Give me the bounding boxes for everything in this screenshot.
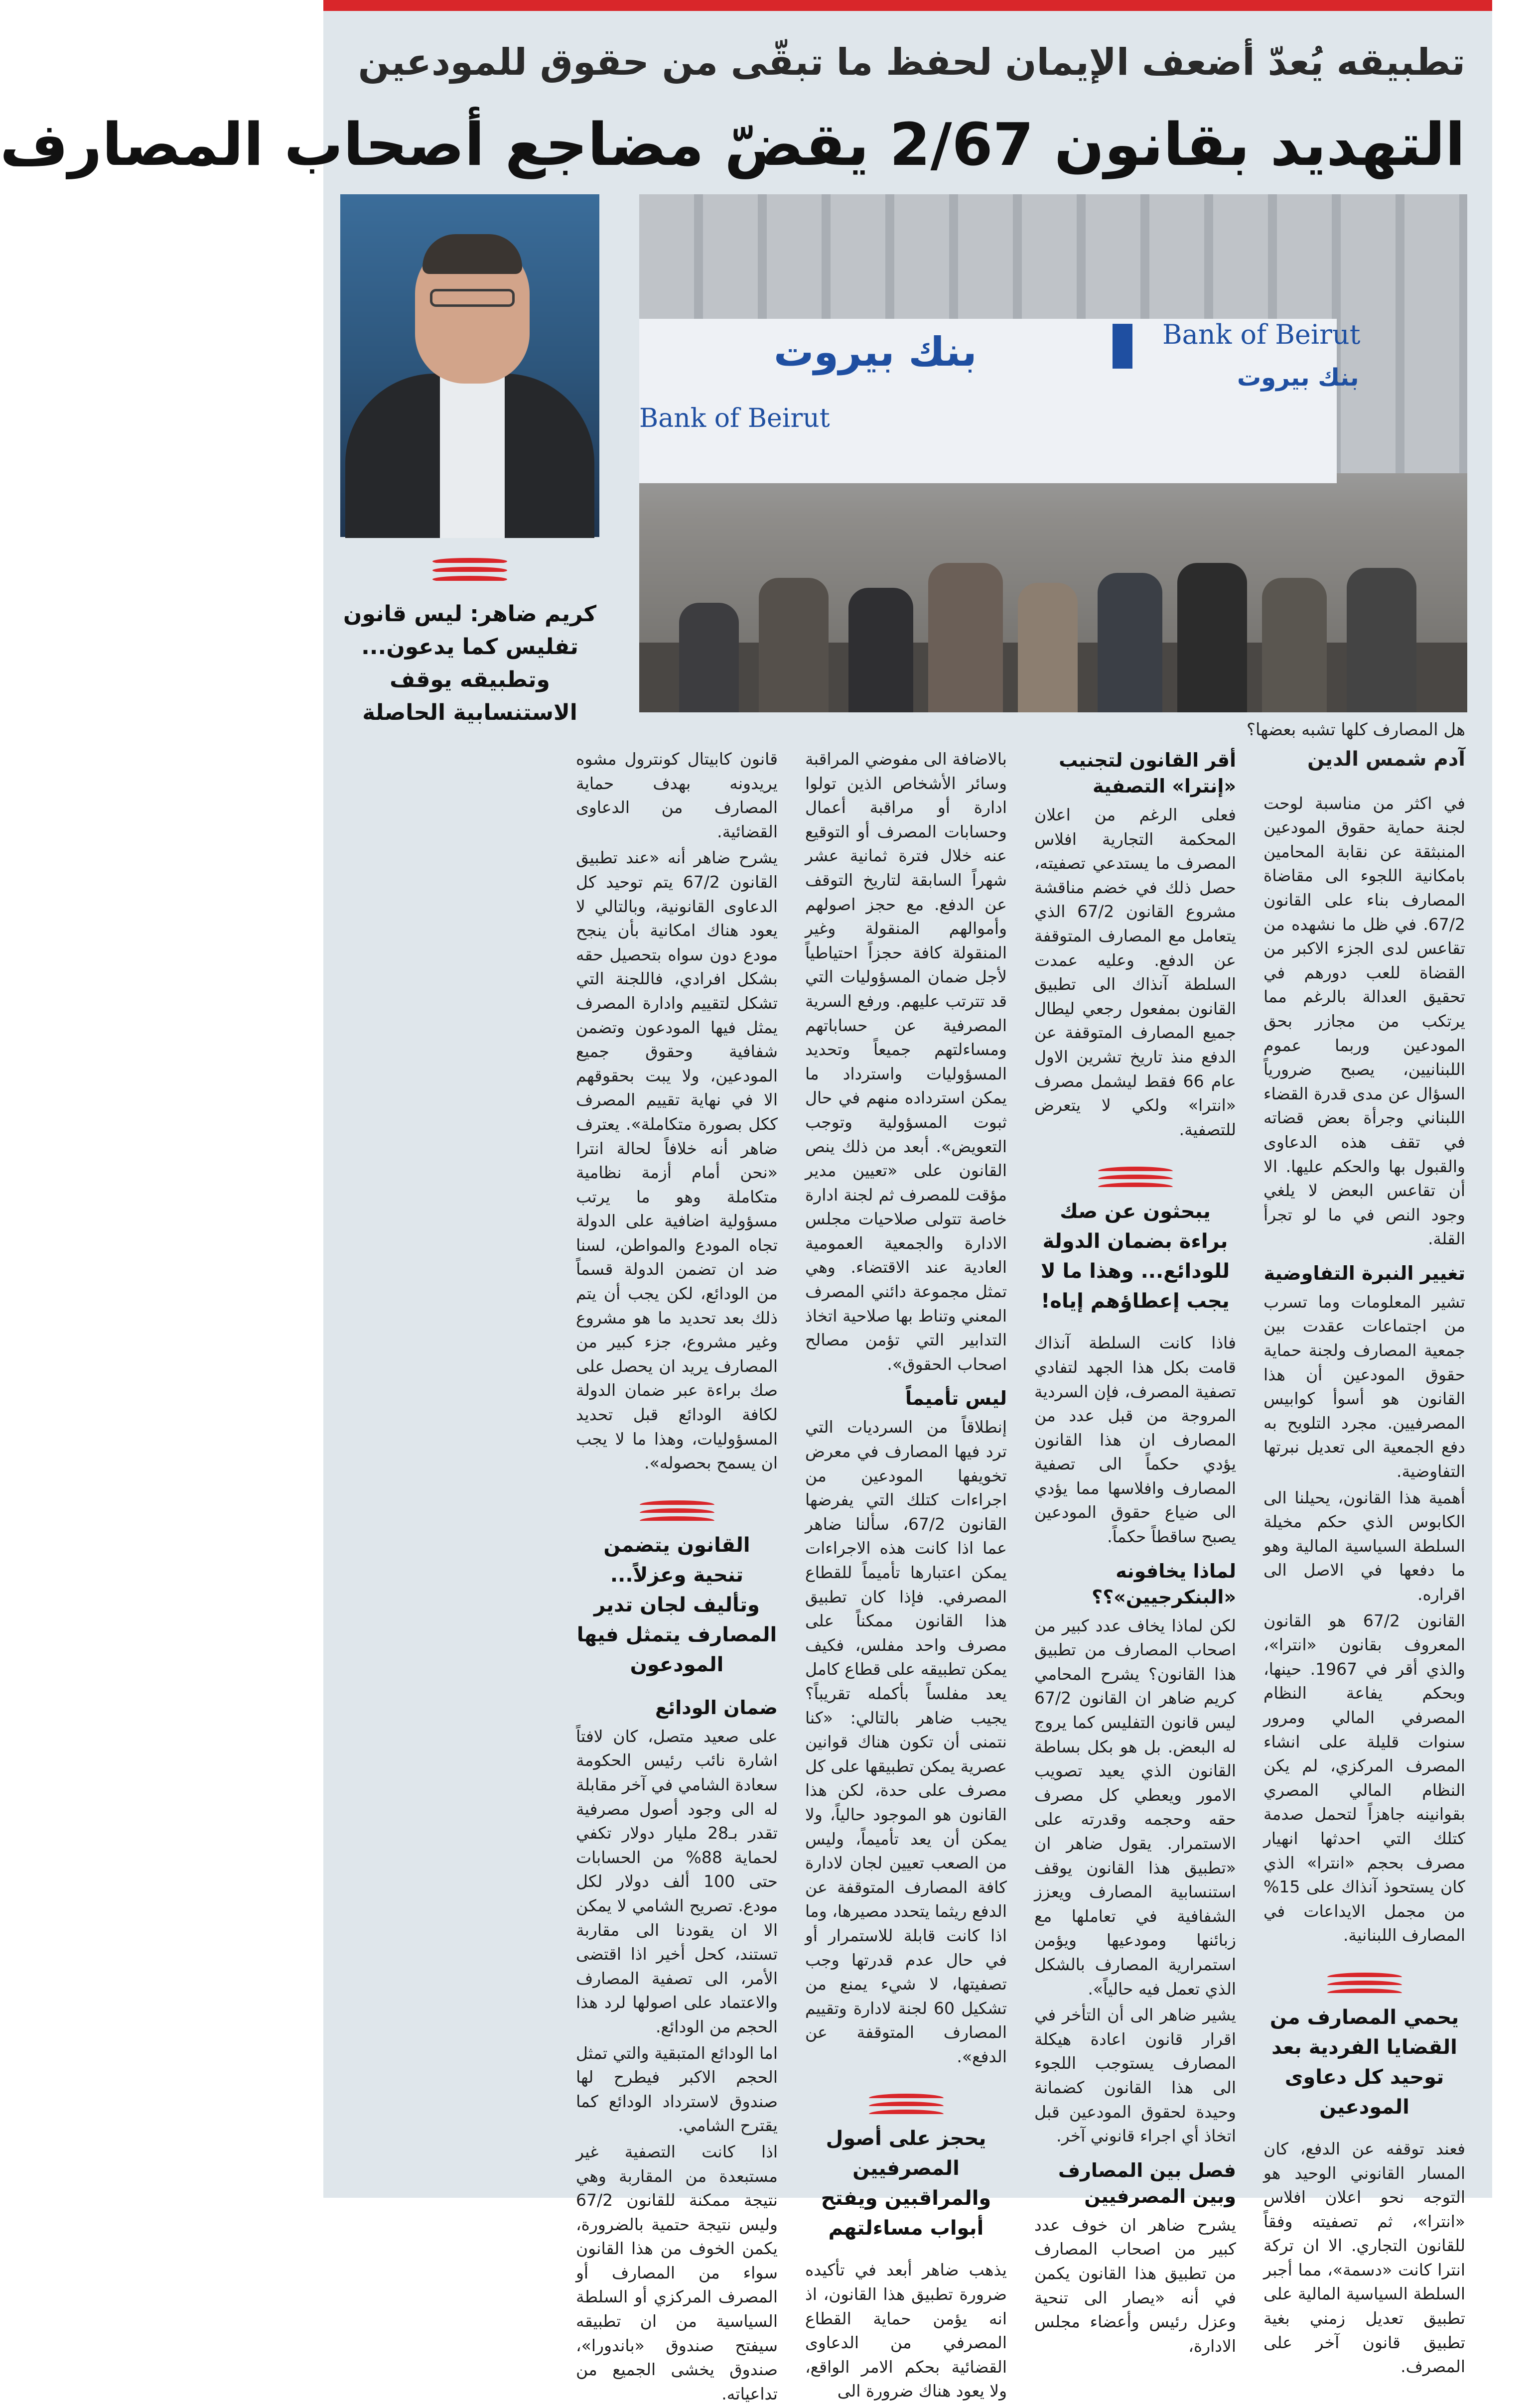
- side-pull-quote: كريم ضاهر: ليس قانون تفليس كما يدعون... وتطبيقه يوقف الاستنسابية الحاصلة: [343, 601, 597, 725]
- paragraph: اذا كانت التصفية غير مستبعدة من المقاربة وهي نتيجة ممكنة للقانون 67/2 وليس نتيجة حتمية بالضرورة، يكمن الخوف من هذا القانون سواء من المصارف أو المصرف المركزي أو السلطة السياسية من ان تطبيقه سيفتح صندوق «باندورا»، صندوق يخشى الجميع من تداعياته.: [576, 2141, 778, 2404]
- quote-mark-icon: [640, 1500, 714, 1525]
- karim-daher-portrait: [340, 194, 599, 537]
- portrait-shirt: [440, 374, 505, 538]
- pull-quote-text: القانون يتضمن تنحية وعزلاً... وتأليف لجان تدير المصارف يتمثل فيها المودعون: [576, 1533, 777, 1676]
- byline: آدم شمس الدين: [1307, 748, 1465, 771]
- column-3: [805, 747, 1007, 2406]
- paragraph: تشير المعلومات وما تسرب من اجتماعات عقدت بين جمعية المصارف ولجنة حماية حقوق المودعين أن هذا القانون هو أسوأ كوابيس المصرفيين. مجرد التلويح به دفع الجمعية الى تعديل نبرتها التفاوضية.: [1263, 1292, 1465, 1481]
- paragraph: قانون كابيتال كونترول مشوه يريدونه بهدف حماية المصارف من الدعاوى القضائية.: [576, 749, 778, 841]
- column-4: [576, 747, 778, 2408]
- column-2: [1034, 747, 1236, 2360]
- paragraph: اما الودائع المتبقية والتي تمثل الحجم الاكبر فيطرح لها صندوق لاسترداد الودائع كما يقترح الشامي.: [576, 2043, 778, 2136]
- pull-quote: [805, 2104, 1007, 2243]
- paragraph: بالاضافة الى مفوضي المراقبة وسائر الأشخاص الذين تولوا ادارة أو مراقبة أعمال وحسابات المصرف أو التوقيع عنه خلال فترة ثمانية عشر شهراً السابقة لتاريخ التوقف عن الدفع. مع حجز اصولهم وأموالهم المنقولة وغير المنقولة كافة حجزاً احتياطياً لأجل ضمان المسؤوليات التي قد تترتب عليهم. ورفع السرية المصرفية عن حساباتهم ومساءلتهم جميعاً وتحديد المسؤوليات واسترداد ما يمكن استرداده منهم في حال ثبوت المسؤولية وتوجب التعويض». أبعد من ذلك ينص القانون على «تعيين مدير مؤقت للمصرف ثم لجنة ادارة خاصة تتولى صلاحيات مجلس الادارة والجمعية العمومية العادية عند الاقتضاء. وهي تمثل مجموعة دائني المصرف المعني وتناط بها صلاحية اتخاذ التدابير التي تؤمن مصالح اصحاب الحقوق».: [805, 749, 1007, 1374]
- pull-quote-text: يحمي المصارف من القضايا الفردية بعد توحيد كل دعاوى المودعين: [1269, 2006, 1459, 2119]
- portrait-hair: [422, 234, 522, 274]
- bank-sign-arabic-corner: بنك بيروت: [1237, 364, 1359, 392]
- subheading: أقر القانون لتجنيب «إنترا» التصفية: [1059, 749, 1236, 797]
- protester-figure: [1018, 583, 1078, 712]
- quote-mark-icon: [1098, 1167, 1173, 1192]
- protester-figure: [1262, 578, 1327, 712]
- paragraph: في اكثر من مناسبة لوحت لجنة حماية حقوق المودعين المنبثقة عن نقابة المحامين بامكانية اللجوء الى مقاضاة المصارف بناء على القانون 67/2. في ظل ما نشهده من تقاعس لدى الجزء الاكبر من القضاة للعب دورهم في تحقيق العدالة بالرغم مما يرتكب من مجازر بحق المودعين وربما عموم اللبنانيين، يصبح ضرورياً السؤال عن مدى قدرة القضاء اللبناني وجرأة بعض قضاته في تقف هذه الدعاوى والقبول بها والحكم عليها. الا أن تقاعس البعض لا يلغي وجود النص في ما لو تجرأ القلة.: [1263, 793, 1465, 1249]
- subheading: ضمان الودائع: [655, 1696, 778, 1719]
- subheading: لماذا يخافونه «البنكرجيين»؟؟: [1092, 1560, 1236, 1608]
- protester-figure: [928, 563, 1003, 712]
- headline: التهديد بقانون 2/67 يقضّ مضاجع أصحاب المصارف: [0, 110, 1465, 179]
- protester-figure: [679, 603, 739, 712]
- subheading: ليس تأميماً: [905, 1387, 1007, 1410]
- protester-figure: [848, 588, 913, 712]
- protester-figure: [1098, 573, 1162, 712]
- paragraph: القانون 67/2 هو القانون المعروف بقانون «انترا»، والذي أقر في 1967. حينها، وبحكم يفاعة النظام المصرفي المالي ومرور سنوات قليلة على انشاء المصرف المركزي، لم يكن النظام المالي المصري بقوانينه جاهزاً لتحمل صدمة كتلك التي احدثها انهيار مصرف بحجم «انترا» الذي كان يستحوذ آنذاك على 15% من مجمل الايداعات في المصارف اللبنانية.: [1263, 1610, 1465, 1945]
- paragraph: لكن لماذا يخاف عدد كبير من اصحاب المصارف من تطبيق هذا القانون؟ يشرح المحامي كريم ضاهر ان القانون 67/2 ليس قانون التفليس كما يروج له البعض. بل هو بكل بساطة القانون الذي يعيد تصويب الامور ويعطي كل مصرف حقه وحجمه وقدرته على الاستمرار. يقول ضاهر ان «تطبيق هذا القانون يوقف استنسابية المصارف ويعزز الشفافية في تعاملها مع زبائنها ومودعيها ويؤمن استمرارية المصارف بالشكل الذي تعمل فيه حالياً».: [1034, 1615, 1236, 1999]
- kicker: تطبيقه يُعدّ أضعف الإيمان لحفظ ما تبقّى من حقوق للمودعين: [358, 41, 1465, 84]
- paragraph: فعند توقفه عن الدفع، كان المسار القانوني الوحيد هو التوجه نحو اعلان افلاس «انترا»، ثم تصفيته وفقاً للقانون التجاري. الا ان تركة انترا كانت «دسمة»، مما أجبر السلطة السياسية المالية على تطبيق تعديل زمني بغية تطبيق قانون آخر على المصرف.: [1263, 2139, 1465, 2377]
- paragraph: يذهب ضاهر أبعد في تأكيده ضرورة تطبيق هذا القانون، اذ انه يؤمن حماية القطاع المصرفي من الدعاوى القضائية بحكم الامر الواقع، ولا يعود هناك ضرورة الى: [805, 2260, 1007, 2401]
- paragraph: يشرح ضاهر أنه «عند تطبيق القانون 67/2 يتم توحيد كل الدعاوى القانونية، وبالتالي لا يعود هناك امكانية بأن ينجح مودع دون سواه بتحصيل حقه بشكل افرادي، فاللجنة التي تشكل لتقييم وادارة المصرف يمثل فيها المودعون وتضمن شفافية وحقوق جميع المودعين، ولا يبت بحقوقهم الا في نهاية تقييم المصرف ككل بصورة متكاملة». يعترف ضاهر أنه خلافاً لحالة انترا «نحن أمام أزمة نظامية متكاملة وهو ما يرتب مسؤولية اضافية على الدولة تجاه المودع والمواطن، لسنا ضد ان تضمن الدولة قسماً من الودائع، لكن يجب أن يتم ذلك بعد تحديد ما هو مشروع وغير مشروع، جزء كبير من المصارف يريد ان يحصل على صك براءة عبر ضمان الدولة لكافة الودائع قبل تحديد المسؤوليات، وهذا ما لا يجب ان يسمح بحصوله».: [576, 848, 778, 1473]
- subheading: فصل بين المصارف وبين المصرفيين: [1058, 2159, 1236, 2207]
- paragraph: يشير ضاهر الى أن التأخر في اقرار قانون اعادة هيكلة المصارف يستوجب اللجوء الى هذا القانون كضمانة وحيدة لحقوق المودعين قبل اتخاذ أي اجراء قانوني آخر.: [1034, 2005, 1236, 2146]
- quote-mark-icon: [869, 2094, 944, 2119]
- protester-figure: [759, 578, 829, 712]
- paragraph: إنطلاقاً من السرديات التي ترد فيها المصارف في معرض تخويفها المودعين من اجراءات كتلك التي يفرضها القانون 67/2، سألنا ضاهر عما اذا كانت هذه الاجراءات يمكن اعتبارها تأميماً للقطاع المصرفي. فإذا كان تطبيق هذا القانون ممكناً على مصرف واحد مفلس، فكيف يمكن تطبيقه على قطاع كامل يعد مفلساً بأكمله تقريباً؟ يجيب ضاهر بالتالي: «كنا نتمنى أن تكون هناك قوانين عصرية يمكن تطبيقها على كل مصرف على حدة، لكن هذا القانون هو الموجود حالياً، ولا يمكن أن يعد تأميماً، وليس من الصعب تعيين لجان لادارة كافة المصارف المتوقفة عن الدفع ريثما يتحدد مصيرها، وما اذا كانت قابلة للاستمرار أو في حال عدم قدرتها وجب تصفيتها، لا شيء يمنع من تشكيل 60 لجنة لادارة وتقييم المصارف المتوقفة عن الدفع».: [805, 1417, 1007, 2066]
- protester-figure: [1177, 563, 1247, 712]
- subheading: تغيير النبرة التفاوضية: [1263, 1262, 1465, 1284]
- paragraph: فعلى الرغم من اعلان المحكمة التجارية افلاس المصرف ما يستدعي تصفيته، حصل ذلك في خضم مناقشة مشروع القانون 67/2 الذي يتعامل مع المصارف المتوقفة عن الدفع. وعليه عمدت السلطة آنذاك الى تطبيق القانون بمفعول رجعي ليطال جميع المصارف المتوقفة عن الدفع منذ تاريخ تشرين الاول عام 66 فقط ليشمل مصرف «انترا» ولكي لا يتعرض للتصفية.: [1034, 805, 1236, 1139]
- bank-sign-english: Bank of Beirut: [639, 403, 830, 433]
- pull-quote-text: يحجز على أصول المصرفيين والمراقبين ويفتح أبواب مساءلتهم: [821, 2127, 991, 2240]
- bank-of-beirut-photo: [639, 194, 1467, 712]
- protester-figure: [1347, 568, 1416, 712]
- accent-top-bar: [323, 0, 1492, 11]
- column-1: [1263, 747, 1465, 2381]
- bank-sign-arabic: بنك بيروت: [774, 329, 977, 375]
- pull-quote: [1263, 1983, 1465, 2122]
- quote-mark-icon: [1327, 1973, 1402, 1998]
- portrait-glasses: [430, 289, 515, 307]
- quote-mark-icon: [432, 558, 507, 588]
- paragraph: على صعيد متصل، كان لافتاً اشارة نائب رئيس الحكومة سعادة الشامي في آخر مقابلة له الى وجود أصول مصرفية تقدر بـ28 مليار دولار تكفي لحماية 88% من الحسابات حتى 100 ألف دولار لكل مودع. تصريح الشامي لا يمكن الا ان يقودنا الى مقاربة تستند، كحل أخير اذا اقتضى الأمر، الى تصفية المصارف والاعتماد على اصولها لرد هذا الحجم من الودائع.: [576, 1726, 778, 2036]
- paragraph: فاذا كانت السلطة آنذاك قامت بكل هذا الجهد لتفادي تصفية المصرف، فإن السردية المروجة من قبل عدد من المصارف ان هذا القانون يؤدي حكماً الى تصفية المصارف وافلاسها مما يؤدي الى ضياع حقوق المودعين يصبح ساقطاً حكماً.: [1034, 1333, 1236, 1547]
- photo-caption: هل المصارف كلها تشبه بعضها؟: [1246, 720, 1465, 740]
- pull-quote-text: يبحثون عن صك براءة بضمان الدولة للودائع... وهذا ما لا يجب إعطاؤهم إياه!: [1040, 1200, 1230, 1313]
- pull-quote: [576, 1510, 778, 1680]
- paragraph: أهمية هذا القانون، يحيلنا الى الكابوس الذي حكم مخيلة السلطة السياسية المالية وهو ما دفعها في الاصل الى اقراره.: [1263, 1487, 1465, 1604]
- bank-logo-icon: [1113, 324, 1132, 369]
- pull-quote: [1034, 1177, 1236, 1316]
- bank-sign-english-corner: Bank of Beirut: [1162, 319, 1361, 350]
- paragraph: يشرح ضاهر ان خوف عدد كبير من اصحاب المصارف من تطبيق هذا القانون يكمن في أنه «يصار الى تنحية وعزل رئيس وأعضاء مجلس الادارة،: [1034, 2215, 1236, 2356]
